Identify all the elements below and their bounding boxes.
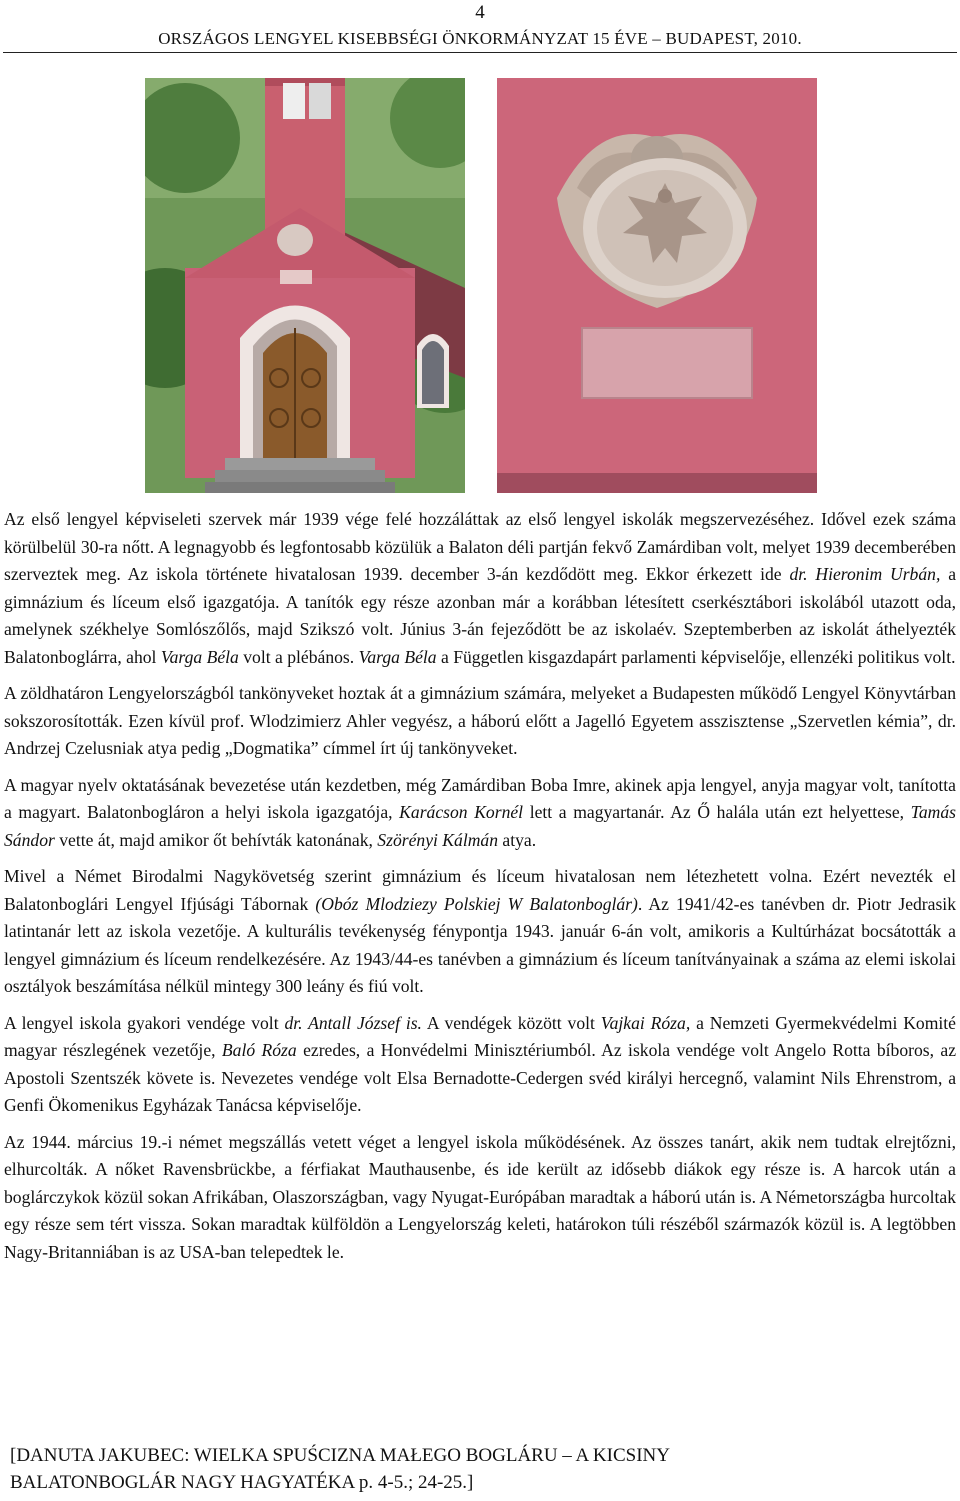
italic-text: Karácson Kornél (399, 802, 524, 822)
text-run: A magyar nyelv oktatásának bevezetése után kezdetben, még Zamárdiban Boba Imre, akinek apja lengyel, anyja magyar volt, tanította a magyart. Balatonbogláron a helyi iskola igazgatója, (4, 774, 956, 822)
paragraph (4, 863, 956, 1001)
text-run: A zöldhatáron Lengyelországból tankönyveket hoztak át a gimnázium számára, melyeket a Budapesten működő Lengyel Könyvtárban sokszorosították. Ezen kívül prof. Wlodzimierz Ahler vegyész, a háború előtt a Jagelló Egyetem asszisztense „Szervetlen kémia”, dr. Andrzej Czelusniak atya pedig „Dogmatika” címmel írt új tankönyveket. (4, 683, 956, 758)
italic-text: Varga Béla (358, 646, 437, 667)
text-run: a gimnázium és líceum első igazgatója. A tanítók egy része azonban már a korábban létesített cserkésztábori iskolából utazott oda, amelynek székhelye Somlószőlős, majd Szikszó volt. Június 3-án fejeződött be az iskolaév. Szeptemberben az iskolát áthelyezték Balatonboglárra, ahol (4, 564, 956, 667)
paragraph (4, 772, 956, 855)
chapel-facade-illustration (145, 78, 465, 493)
paragraph (4, 506, 956, 671)
text-run: A vendégek között volt (421, 1012, 601, 1033)
chapel-facade-photo (145, 78, 465, 493)
coat-of-arms-photo (497, 78, 817, 493)
paragraph (4, 680, 956, 763)
text-run: Mivel a Német Birodalmi Nagykövetség szerint gimnázium és líceum hivatalosan nem létezhetett volna. Ezért nevezték el Balatonboglári Lengyel Ifjúsági Tábornak (4, 866, 956, 914)
italic-text: dr. Hieronim Urbán, (789, 564, 941, 584)
italic-text: Vajkai Róza, (600, 1012, 691, 1033)
paragraph (4, 1129, 956, 1267)
text-run: a Független kisgazdapárt parlamenti képviselője, ellenzéki politikus volt. (436, 646, 956, 667)
text-run: a Nemzeti Gyermekvédelmi Komité magyar részlegének vezetője, (4, 1012, 956, 1060)
text-run: vette át, majd amikor őt behívták katonának, (54, 829, 378, 850)
italic-text: dr. Antall József is. (284, 1012, 422, 1033)
italic-text: Baló Róza (221, 1040, 297, 1060)
header-rule (3, 52, 957, 53)
running-header: ORSZÁGOS LENGYEL KISEBBSÉGI ÖNKORMÁNYZAT 15 ÉVE – BUDAPEST, 2010. (158, 29, 802, 48)
citation-line: [DANUTA JAKUBEC: WIELKA SPUŚCIZNA MAŁEGO BOGLÁRU – A KICSINY (10, 1445, 670, 1466)
italic-text: Tamás Sándor (4, 802, 956, 850)
italic-text: Varga Béla (160, 646, 239, 667)
page-number: 4 (475, 2, 485, 23)
text-run: ezredes, a Honvédelmi Minisztériumból. Az iskola vendége volt Angelo Rotta bíboros, az Apostoli Szentszék követe is. Nevezetes vendége volt Elsa Bernadotte-Cedergen svéd királyi hercegnő, valamint Nils Ehrenstrom, a Genfi Ökomenikus Egyházak Tanácsa képviselője. (4, 1040, 957, 1115)
text-run: volt a plébános. (238, 646, 359, 667)
text-run: Az 1944. március 19.-i német megszállás vetett véget a lengyel iskola működésének. Az összes tanárt, akik nem tudtak elrejtőzni, elhurcolták. A nőket Ravensbrückbe, a férfiakat Mauthausenbe, és ide került az idősebb diákok egy része is. A harcok után a boglárczykok közül sokan Afrikában, Olaszországban, vagy Nyugat-Európában maradtak a háború után is. A Németországba hurcoltak egy része sem tért vissza. Sokan maradtak külföldön a Lengyelország keleti, határokon túli részéből származók közül is. A legtöbben Nagy-Britanniában is az USA-ban telepedtek le. (4, 1131, 956, 1262)
text-run: A lengyel iskola gyakori vendége volt (4, 1012, 285, 1033)
italic-text: Szörényi Kálmán (377, 829, 499, 850)
article-body (4, 506, 956, 1275)
italic-text: (Obóz Mlodziezy Polskiej W Balatonboglár) (315, 893, 638, 914)
citation-line: BALATONBOGLÁR NAGY HAGYATÉKA p. 4-5.; 24-25.] (10, 1472, 474, 1493)
coat-of-arms-illustration (497, 78, 817, 493)
text-run: lett a magyartanár. Az Ő halála után ezt helyettese, (523, 802, 911, 822)
text-run: Az első lengyel képviseleti szervek már 1939 vége felé hozzáláttak az első lengyel iskolák megszervezéséhez. Idővel ezek száma körülbelül 30-ra nőtt. A legnagyobb és legfontosabb közülük a Balaton déli partján fekvő Zamárdiban volt, melyet 1939 decemberében szerveztek meg. Az iskola története hivatalosan 1939. december 3-án kezdődött meg. Ekkor érkezett ide (4, 509, 956, 584)
text-run: . Az 1941/42-es tanévben dr. Piotr Jedrasik latintanár lett az iskola vezetője. A kulturális tevékenység fénypontja 1943. január 6-án volt, amikoris a Kultúrházat bocsátották a lengyel gimnázium és líceum rendelkezésére. Az 1943/44-es tanévben a gimnázium és líceum tanítványainak a száma az elemi iskolai osztályok beszámítása nélkül mintegy 300 leány és fiú volt. (4, 893, 956, 996)
paragraph (4, 1010, 956, 1120)
text-run: atya. (498, 829, 537, 850)
source-citation (10, 1442, 950, 1496)
